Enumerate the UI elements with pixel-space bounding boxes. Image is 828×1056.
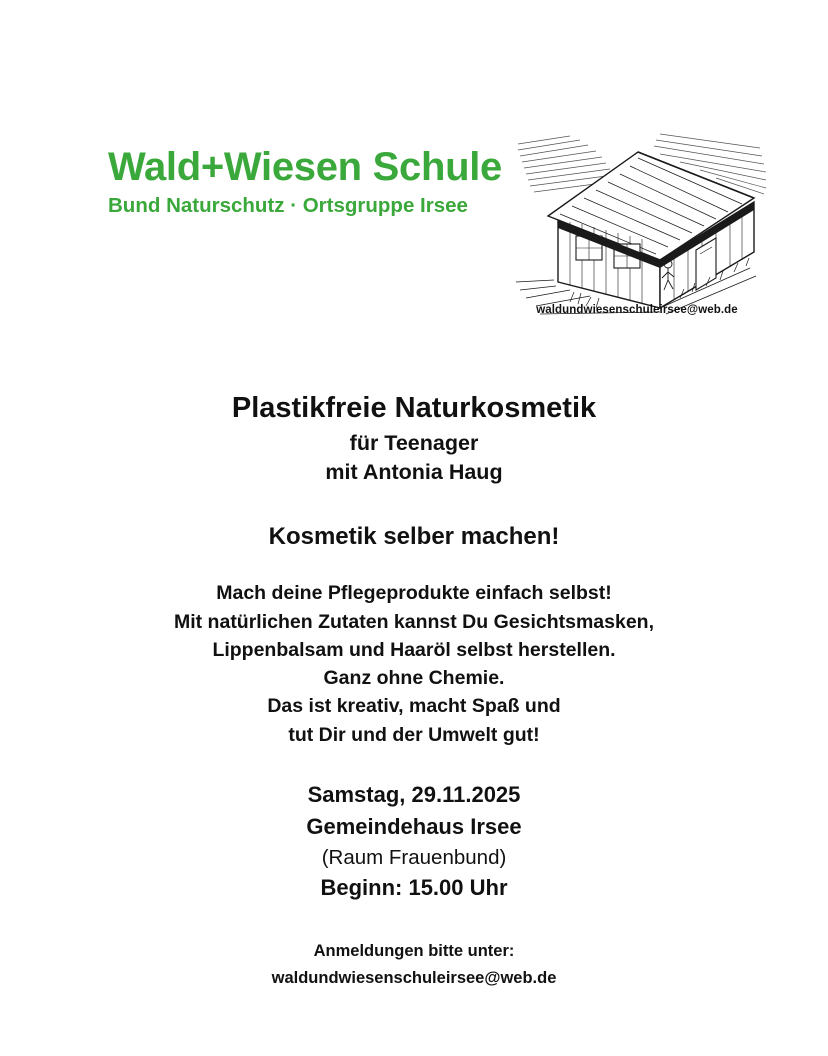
description-line: Das ist kreativ, macht Spaß und bbox=[267, 695, 561, 718]
description-line: Mit natürlichen Zutaten kannst Du Gesichtsmasken, bbox=[173, 610, 655, 633]
event-start-time: Beginn: 15.00 Uhr bbox=[320, 875, 508, 901]
registration-label: Anmeldungen bitte unter: bbox=[313, 942, 515, 961]
brand-title: Wald+Wiesen Schule bbox=[108, 145, 502, 189]
hut-sketch-icon bbox=[510, 132, 770, 332]
flyer-content bbox=[0, 392, 828, 988]
description-line: Ganz ohne Chemie. bbox=[323, 667, 505, 690]
brand-subtitle: Bund Naturschutz · Ortsgruppe Irsee bbox=[108, 194, 468, 217]
flyer-description bbox=[0, 579, 828, 749]
description-line: Lippenbalsam und Haaröl selbst herstellen. bbox=[212, 638, 616, 661]
flyer-title: Plastikfreie Naturkosmetik bbox=[231, 392, 597, 424]
event-venue: Gemeindehaus Irsee bbox=[306, 813, 522, 839]
event-date: Samstag, 29.11.2025 bbox=[307, 781, 521, 807]
registration-email[interactable]: waldundwiesenschuleirsee@web.de bbox=[271, 968, 557, 987]
description-line: tut Dir und der Umwelt gut! bbox=[288, 723, 540, 746]
flyer-slogan: Kosmetik selber machen! bbox=[268, 523, 560, 551]
flyer-subtitle-presenter: mit Antonia Haug bbox=[325, 460, 503, 485]
brand-block bbox=[108, 146, 578, 218]
event-room: (Raum Frauenbund) bbox=[321, 845, 507, 869]
header-area bbox=[0, 130, 828, 330]
description-line: Mach deine Pflegeprodukte einfach selbst! bbox=[216, 582, 612, 605]
event-details bbox=[0, 779, 828, 904]
flyer-subtitle-audience: für Teenager bbox=[349, 431, 479, 456]
logo-email-text: waldundwiesenschuleirsee@web.de bbox=[536, 304, 738, 316]
